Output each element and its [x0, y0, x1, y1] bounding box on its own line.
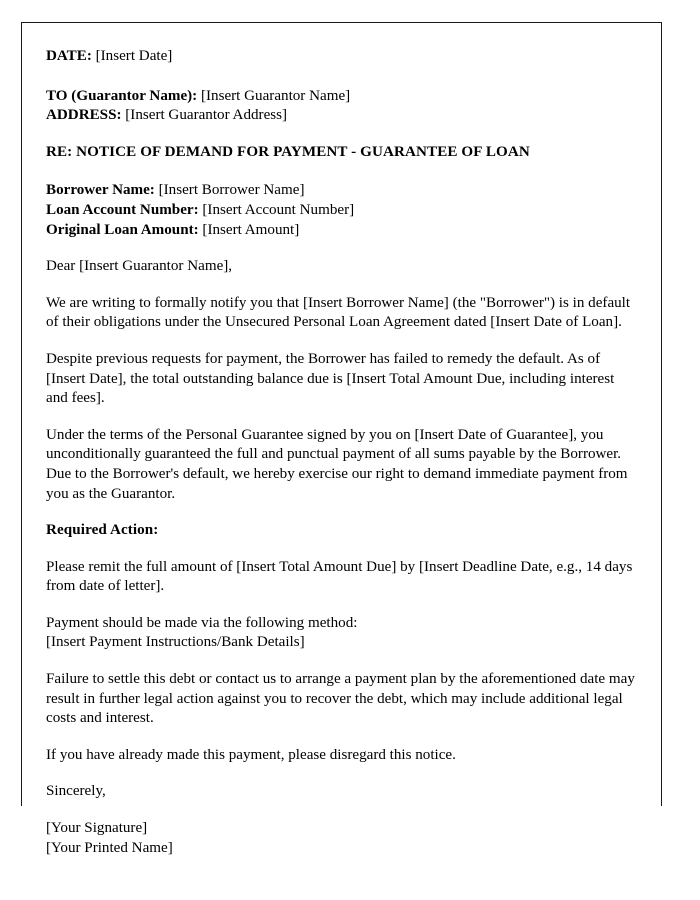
date-value: [Insert Date] [95, 48, 173, 64]
original-amount-value: [Insert Amount] [202, 221, 300, 238]
loan-details-block [46, 181, 639, 240]
recipient-name-row [46, 87, 639, 107]
required-action-paragraph-2: Failure to settle this debt or contact us to arrange a payment plan by the aforementioned date may result in further legal action against you to recover the debt, which may include additional legal costs and interest. [46, 671, 635, 727]
letter-body [22, 23, 661, 858]
signature-placeholder: [Your Signature] [46, 820, 148, 837]
recipient-block [46, 87, 639, 126]
borrower-name-value: [Insert Borrower Name] [158, 182, 305, 199]
recipient-name-label: TO (Guarantor Name): [46, 87, 198, 104]
loan-account-row [46, 201, 639, 221]
letter-page [21, 22, 662, 856]
subject-line: RE: NOTICE OF DEMAND FOR PAYMENT - GUARANTEE OF LOAN [46, 143, 530, 160]
borrower-name-label: Borrower Name: [46, 182, 155, 199]
date-block [46, 47, 639, 67]
required-action-heading: Required Action: [46, 522, 159, 539]
required-action-paragraph-1: Please remit the full amount of [Insert Total Amount Due] by [Insert Deadline Date, e.g., 14 days from date of letter]. [46, 558, 633, 595]
original-amount-row [46, 221, 639, 241]
recipient-address-label: ADDRESS: [46, 107, 122, 124]
date-label: DATE: [46, 48, 92, 64]
body-paragraph-3: Under the terms of the Personal Guarantee signed by you on [Insert Date of Guarantee], you unconditionally guaranteed the full and punctual payment of all sums payable by the Borrower. Due to the Borrower's default, we hereby exercise our right to demand immediate payment from you as the Guarantor. [46, 426, 628, 502]
recipient-address-row [46, 106, 639, 126]
recipient-address-value: [Insert Guarantor Address] [125, 107, 288, 124]
body-paragraph-2: Despite previous requests for payment, the Borrower has failed to remedy the default. As of [Insert Date], the total outstanding balance due is [Insert Total Amount Due, including interest and fees]. [46, 350, 615, 407]
salutation: Dear [Insert Guarantor Name], [46, 258, 233, 275]
payment-method-block [46, 614, 639, 653]
loan-account-value: [Insert Account Number] [202, 201, 355, 218]
date-row [46, 47, 639, 67]
loan-account-label: Loan Account Number: [46, 201, 199, 218]
payment-method-placeholder: [Insert Payment Instructions/Bank Details] [46, 634, 305, 651]
original-amount-label: Original Loan Amount: [46, 221, 199, 238]
required-action-paragraph-3: If you have already made this payment, please disregard this notice. [46, 746, 456, 763]
signature-block [46, 819, 639, 858]
printed-name-placeholder: [Your Printed Name] [46, 839, 173, 856]
borrower-name-row [46, 181, 639, 201]
body-paragraph-1: We are writing to formally notify you that [Insert Borrower Name] (the "Borrower") is in default of their obligations under the Unsecured Personal Loan Agreement dated [Insert Date of Loan]. [46, 294, 631, 331]
recipient-name-value: [Insert Guarantor Name] [200, 87, 351, 104]
valediction: Sincerely, [46, 783, 106, 800]
payment-method-intro: Payment should be made via the following method: [46, 614, 358, 631]
